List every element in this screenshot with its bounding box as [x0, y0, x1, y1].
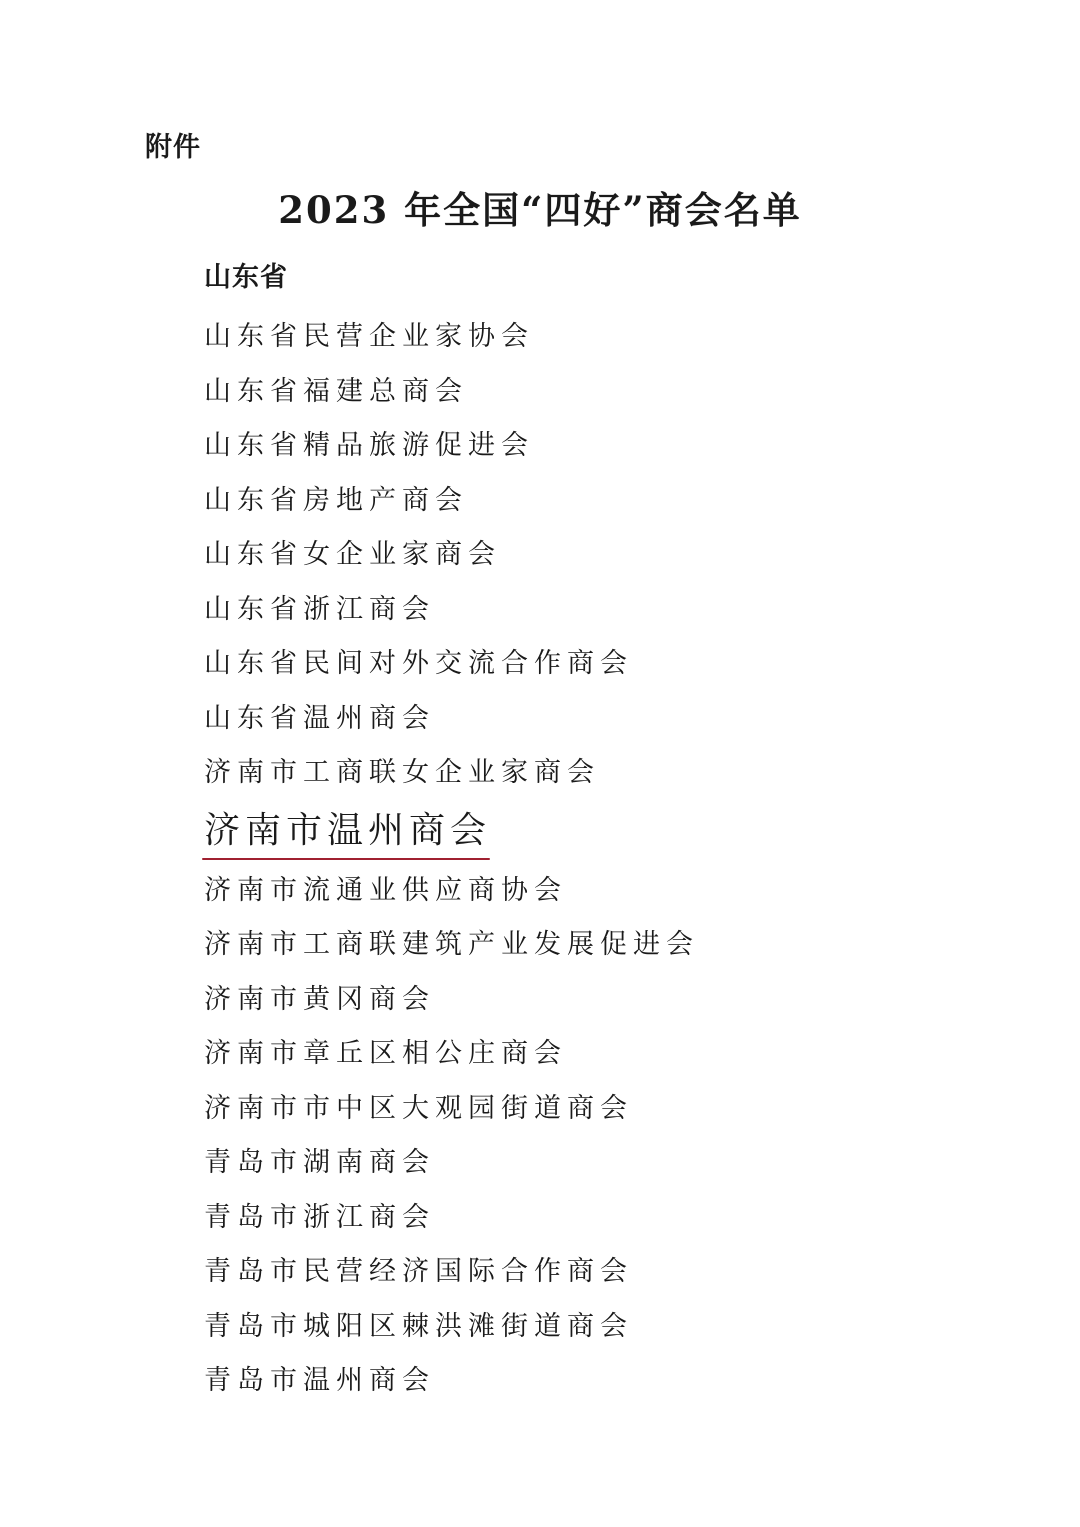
organization-item: [204, 1245, 699, 1300]
organization-name: 山东省民间对外交流合作商会: [204, 648, 633, 679]
organization-item: [204, 419, 699, 474]
organization-name: 青岛市浙江商会: [204, 1201, 435, 1233]
organization-name: 济南市工商联建筑产业发展促进会: [204, 929, 699, 960]
organization-item-highlighted: [204, 801, 699, 864]
organization-name: 青岛市温州商会: [204, 1365, 435, 1396]
organization-item: [204, 1027, 699, 1082]
organization-name: 济南市温州商会: [204, 809, 492, 851]
organization-name: 济南市工商联女企业家商会: [204, 757, 600, 788]
organization-item: [204, 1300, 699, 1355]
organization-name: 济南市流通业供应商协会: [204, 874, 567, 906]
organization-list: [204, 310, 699, 1409]
organization-name: 济南市黄冈商会: [204, 983, 435, 1015]
organization-name: 青岛市城阳区棘洪滩街道商会: [204, 1310, 633, 1342]
organization-item: [204, 528, 699, 583]
organization-name: 山东省民营企业家协会: [204, 321, 534, 352]
province-heading: 山东省: [204, 262, 288, 293]
organization-name: 山东省女企业家商会: [204, 539, 501, 570]
organization-item: [204, 583, 699, 638]
organization-item: [204, 1136, 699, 1191]
organization-name: 山东省精品旅游促进会: [204, 430, 534, 461]
organization-item: [204, 474, 699, 529]
organization-item: [204, 918, 699, 973]
organization-item: [204, 692, 699, 747]
organization-item: [204, 1082, 699, 1137]
organization-item: [204, 746, 699, 801]
organization-name: 山东省福建总商会: [204, 375, 468, 407]
organization-item: [204, 1191, 699, 1246]
attachment-label: 附件: [145, 132, 201, 163]
organization-item: [204, 1354, 699, 1409]
organization-item: [204, 637, 699, 692]
highlight-underline: [202, 858, 490, 860]
organization-item: [204, 973, 699, 1028]
organization-name: 青岛市民营经济国际合作商会: [204, 1256, 633, 1287]
organization-name: 青岛市湖南商会: [204, 1147, 435, 1178]
organization-name: 济南市章丘区相公庄商会: [204, 1038, 567, 1069]
organization-name: 济南市市中区大观园街道商会: [204, 1092, 633, 1124]
organization-name: 山东省温州商会: [204, 702, 435, 734]
document-title: 2023 年全国“四好”商会名单: [278, 188, 802, 232]
organization-name: 山东省房地产商会: [204, 484, 468, 516]
organization-item: [204, 365, 699, 420]
organization-name: 山东省浙江商会: [204, 593, 435, 625]
organization-item: [204, 310, 699, 365]
organization-item: [204, 864, 699, 919]
